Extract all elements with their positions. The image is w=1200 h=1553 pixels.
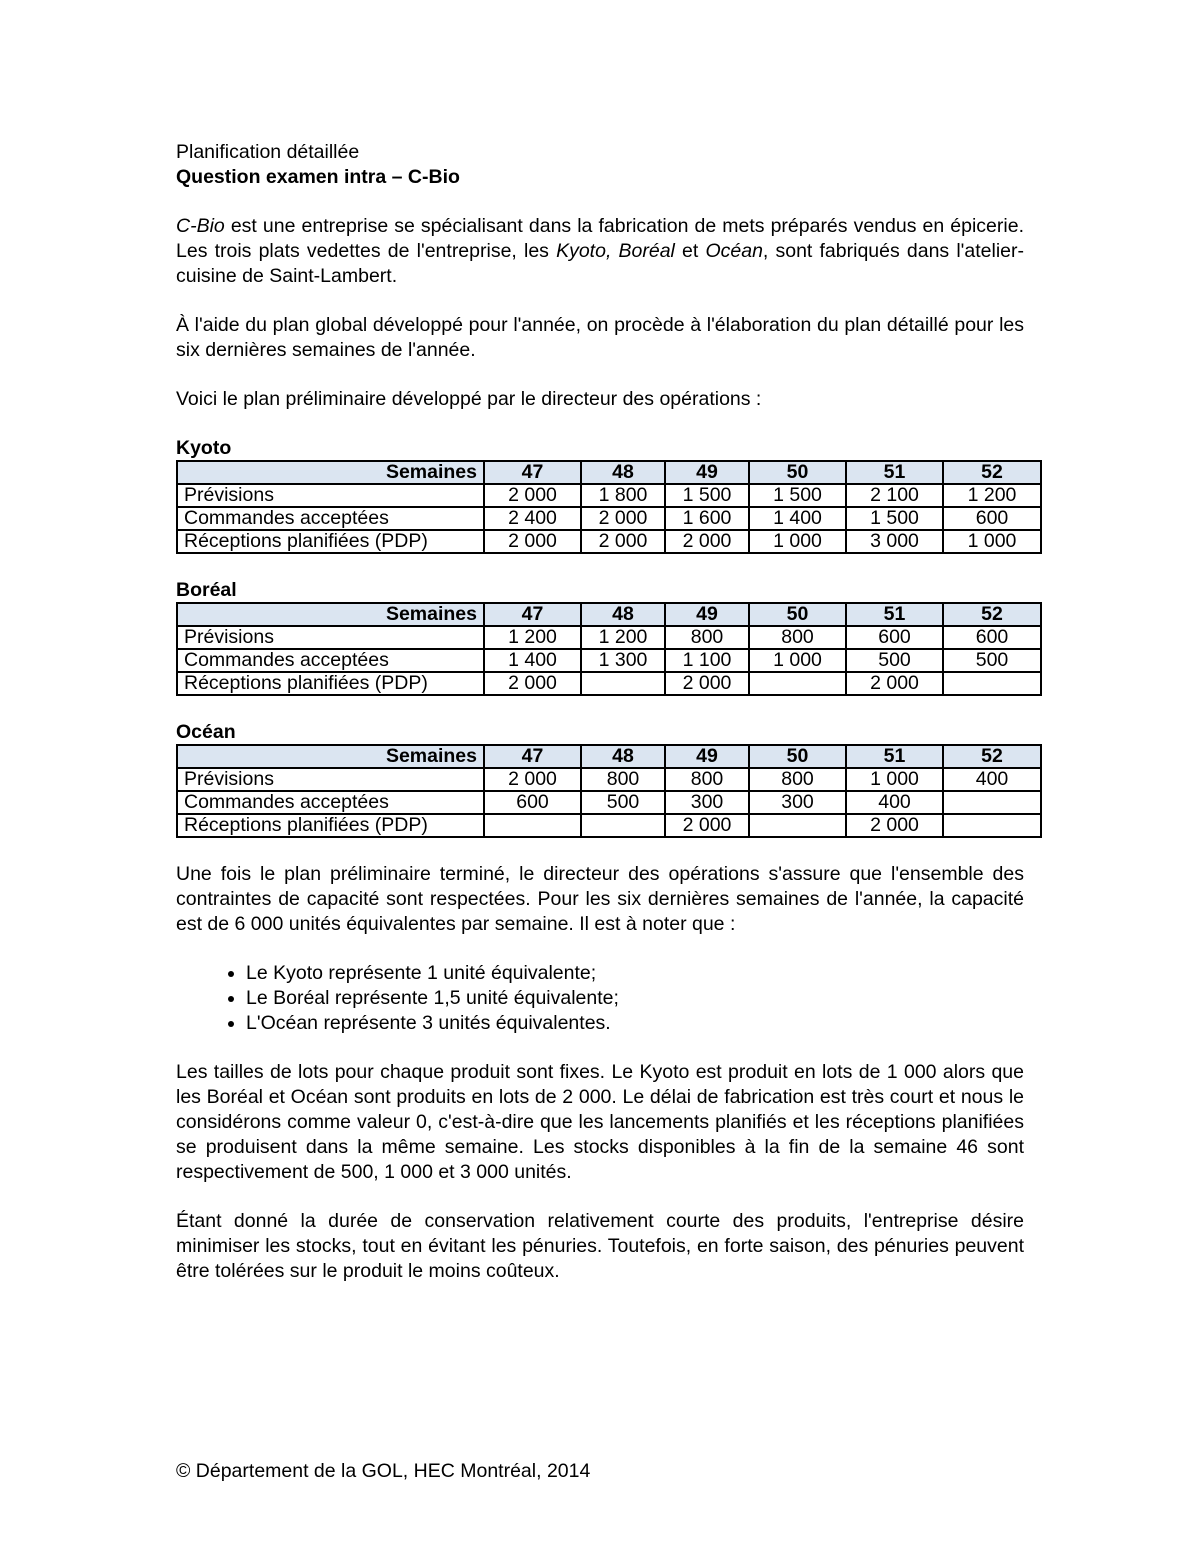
table-cell (581, 814, 665, 837)
week-header-cell: 48 (581, 745, 665, 768)
table-cell: 800 (581, 768, 665, 791)
table-cell: 2 400 (484, 507, 581, 530)
table-row (177, 626, 1041, 649)
table-cell: 1 400 (484, 649, 581, 672)
table-cell: 1 000 (943, 530, 1041, 553)
intro-paragraph-2: À l'aide du plan global développé pour l'année, on procède à l'élaboration du plan détaillé pour les six dernières semaines de l'année. (176, 314, 1024, 361)
table-cell: 2 000 (484, 672, 581, 695)
header-cell: Semaines (177, 461, 484, 484)
table-cell: 600 (943, 507, 1041, 530)
capacity-paragraph: Une fois le plan préliminaire terminé, le directeur des opérations s'assure que l'ensemble des contraintes de capacité sont respectées. Pour les six dernières semaines de l'année, la capacité est de 6 000 unités équivalentes par semaine. Il est à noter que : (176, 863, 1024, 935)
plan-table (176, 744, 1042, 838)
week-header-cell: 48 (581, 603, 665, 626)
week-header-cell: 49 (665, 603, 749, 626)
table-cell: 600 (943, 626, 1041, 649)
table-cell: 1 200 (581, 626, 665, 649)
list-item: • Le Kyoto représente 1 unité équivalente; (246, 961, 1024, 986)
table-cell (749, 672, 846, 695)
footer-copyright: © Département de la GOL, HEC Montréal, 2014 (176, 1460, 591, 1482)
lot-size-paragraph: Les tailles de lots pour chaque produit sont fixes. Le Kyoto est produit en lots de 1 000 alors que les Boréal et Océan sont produits en lots de 2 000. Le délai de fabrication est très court et nous le considérons comme valeur 0, c'est-à-dire que les lancements planifiés et les réceptions planifiées se produisent dans la même semaine. Les stocks disponibles à la fin de la semaine 46 sont respectivement de 500, 1 000 et 3 000 unités. (176, 1061, 1024, 1183)
week-header-cell: 48 (581, 461, 665, 484)
table-row (177, 649, 1041, 672)
table-cell: 1 200 (484, 626, 581, 649)
row-label-cell: Commandes acceptées (177, 507, 484, 530)
table-cell: 2 000 (581, 530, 665, 553)
document-page (176, 140, 1024, 1308)
table-cell (943, 672, 1041, 695)
row-label-cell: Réceptions planifiées (PDP) (177, 530, 484, 553)
table-cell: 2 100 (846, 484, 943, 507)
row-label-cell: Prévisions (177, 768, 484, 791)
table-cell: 1 400 (749, 507, 846, 530)
table-cell: 1 000 (749, 649, 846, 672)
row-label-cell: Prévisions (177, 626, 484, 649)
week-header-cell: 51 (846, 745, 943, 768)
row-label-cell: Réceptions planifiées (PDP) (177, 814, 484, 837)
table-row (177, 507, 1041, 530)
table-cell: 1 200 (943, 484, 1041, 507)
week-header-cell: 47 (484, 603, 581, 626)
table-header-row (177, 461, 1041, 484)
table-cell: 800 (749, 626, 846, 649)
table-cell: 1 300 (581, 649, 665, 672)
intro-text-et: et (674, 240, 706, 262)
intro-text-a: est une entreprise se spécialisant dans la fabrication de mets préparés vendus en épicerie. Les trois plats vedettes de l'entreprise, les (176, 215, 1024, 262)
week-header-cell: 49 (665, 461, 749, 484)
table-cell (943, 814, 1041, 837)
document-subtitle: Planification détaillée (176, 141, 360, 163)
table-cell: 500 (943, 649, 1041, 672)
conservation-paragraph: Étant donné la durée de conservation relativement courte des produits, l'entreprise désire minimiser les stocks, tout en évitant les pénuries. Toutefois, en forte saison, des pénuries peuvent être tolérées sur le produit le moins coûteux. (176, 1210, 1024, 1282)
table-cell (484, 814, 581, 837)
table-cell: 2 000 (484, 768, 581, 791)
table-header-row (177, 603, 1041, 626)
table-header-row (177, 745, 1041, 768)
product-ocean: Océan (705, 240, 763, 262)
table-cell: 2 000 (846, 814, 943, 837)
table-cell: 1 500 (846, 507, 943, 530)
table-row (177, 814, 1041, 837)
document-title: Question examen intra – C-Bio (176, 166, 460, 188)
table-cell (581, 672, 665, 695)
week-header-cell: 52 (943, 603, 1041, 626)
table-cell: 2 000 (846, 672, 943, 695)
table-cell: 1 800 (581, 484, 665, 507)
plan-table (176, 602, 1042, 696)
table-cell (943, 791, 1041, 814)
table-cell: 300 (749, 791, 846, 814)
table-cell: 800 (665, 626, 749, 649)
table-cell: 1 000 (749, 530, 846, 553)
week-header-cell: 51 (846, 461, 943, 484)
table-cell: 2 000 (484, 530, 581, 553)
table-title: Océan (176, 721, 236, 743)
row-label-cell: Prévisions (177, 484, 484, 507)
table-cell: 1 600 (665, 507, 749, 530)
table-row (177, 530, 1041, 553)
row-label-cell: Réceptions planifiées (PDP) (177, 672, 484, 695)
header-cell: Semaines (177, 603, 484, 626)
table-row (177, 791, 1041, 814)
table-cell: 500 (846, 649, 943, 672)
table-cell: 600 (484, 791, 581, 814)
table-row (177, 672, 1041, 695)
week-header-cell: 51 (846, 603, 943, 626)
list-item: • Le Boréal représente 1,5 unité équivalente; (246, 986, 1024, 1011)
table-cell (749, 814, 846, 837)
week-header-cell: 47 (484, 745, 581, 768)
table-cell: 1 000 (846, 768, 943, 791)
table-cell: 2 000 (665, 672, 749, 695)
table-cell: 1 100 (665, 649, 749, 672)
week-header-cell: 50 (749, 603, 846, 626)
intro-paragraph-3: Voici le plan préliminaire développé par le directeur des opérations : (176, 388, 762, 410)
product-kyoto-boreal: Kyoto, Boréal (556, 240, 675, 262)
row-label-cell: Commandes acceptées (177, 649, 484, 672)
week-header-cell: 52 (943, 461, 1041, 484)
table-cell: 2 000 (581, 507, 665, 530)
week-header-cell: 47 (484, 461, 581, 484)
table-cell: 300 (665, 791, 749, 814)
table-row (177, 484, 1041, 507)
company-name: C-Bio (176, 215, 225, 237)
table-cell: 2 000 (665, 530, 749, 553)
table-cell: 1 500 (665, 484, 749, 507)
table-cell: 600 (846, 626, 943, 649)
equivalence-list (176, 961, 1024, 1036)
row-label-cell: Commandes acceptées (177, 791, 484, 814)
week-header-cell: 52 (943, 745, 1041, 768)
table-cell: 400 (846, 791, 943, 814)
table-title: Boréal (176, 579, 237, 601)
intro-paragraph-1 (176, 214, 1024, 289)
table-title: Kyoto (176, 437, 232, 459)
plan-tables (176, 436, 1024, 838)
week-header-cell: 49 (665, 745, 749, 768)
table-cell: 2 000 (665, 814, 749, 837)
list-item: • L'Océan représente 3 unités équivalentes. (246, 1011, 1024, 1036)
table-cell: 1 500 (749, 484, 846, 507)
table-cell: 800 (665, 768, 749, 791)
table-cell: 800 (749, 768, 846, 791)
table-cell: 500 (581, 791, 665, 814)
header-cell: Semaines (177, 745, 484, 768)
table-cell: 3 000 (846, 530, 943, 553)
table-row (177, 768, 1041, 791)
table-cell: 2 000 (484, 484, 581, 507)
week-header-cell: 50 (749, 461, 846, 484)
table-cell: 400 (943, 768, 1041, 791)
plan-table (176, 460, 1042, 554)
intro-text-b: , sont fabriqués dans l'atelier-cuisine de Saint-Lambert. (176, 240, 1024, 287)
week-header-cell: 50 (749, 745, 846, 768)
